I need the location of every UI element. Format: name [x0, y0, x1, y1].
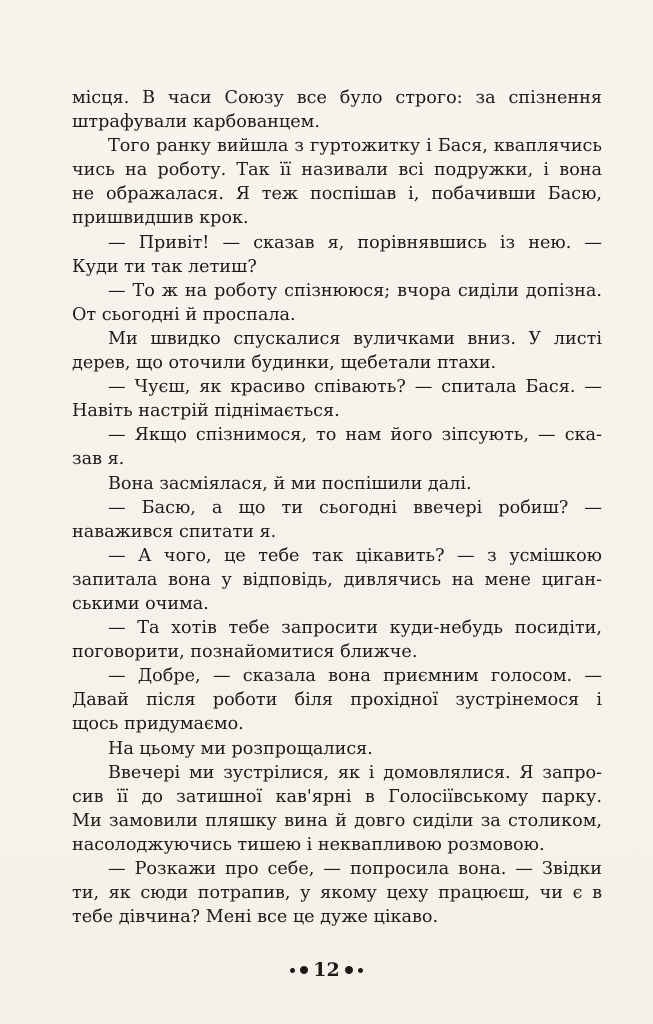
page-number: 12 — [313, 959, 340, 981]
text-line: На цьому ми розпрощалися. — [108, 738, 373, 759]
text-line: — Привіт! — сказав я, порівнявшись із нею. — — [108, 232, 602, 253]
text-line: Ввечері ми зустрілися, як і домовлялися. Я запро- — [108, 762, 602, 783]
text-line: Куди ти так летиш? — [72, 256, 257, 277]
text-line: Вона засміялася, й ми поспішили далі. — [108, 473, 472, 494]
text-line: насолоджуючись тишею і неквапливою розмовою. — [72, 834, 545, 855]
text-line: Ми замовили пляшку вина й довго сиділи за столиком, — [72, 810, 602, 831]
ornament-dot-icon — [290, 968, 295, 973]
text-line: От сьогодні й проспала. — [72, 304, 296, 325]
text-line: штрафували карбованцем. — [72, 112, 320, 133]
text-line: — Чуєш, як красиво співають? — спитала Бася. — — [108, 377, 602, 398]
text-line: чись на роботу. Так її називали всі подружки, і вона — [72, 160, 602, 181]
text-line: пришвидшив крок. — [72, 208, 249, 229]
text-line: сив її до затишної кав'ярні в Голосіївському парку. — [72, 786, 602, 807]
text-line: Ми швидко спускалися вуличками вниз. У листі — [108, 328, 602, 349]
text-line: дерев, що оточили будинки, щебетали птахи. — [72, 353, 497, 374]
text-line: наважився спитати я. — [72, 521, 277, 542]
text-line: — То ж на роботу спізнююся; вчора сиділи допізна. — [108, 280, 602, 301]
text-line: Того ранку вийшла з гуртожитку і Бася, кваплячись — [108, 136, 602, 157]
text-line: тебе дівчина? Мені все це дуже цікаво. — [72, 907, 439, 928]
text-line: — Якщо спізнимося, то нам його зіпсують, — ска- — [108, 425, 602, 446]
text-line: ськими очима. — [72, 593, 209, 614]
text-line: Давай після роботи біля прохідної зустрінемося і — [72, 690, 602, 711]
body-text — [72, 86, 602, 929]
ornament-dot-icon — [358, 968, 363, 973]
text-line: запитала вона у відповідь, дивлячись на мене циган- — [72, 569, 602, 590]
text-line: — Басю, а що ти сьогодні ввечері робиш? — — [108, 497, 602, 518]
ornament-dot-icon — [345, 966, 353, 974]
ornament-dot-icon — [300, 966, 308, 974]
text-line: — Добре, — сказала вона приємним голосом. — — [108, 666, 602, 687]
text-line: Навіть настрій піднімається. — [72, 401, 340, 422]
text-line: — А чого, це тебе так цікавить? — з усмішкою — [108, 545, 602, 566]
text-line: не ображалася. Я теж поспішав і, побачивши Басю, — [72, 184, 602, 205]
text-line: ти, як сюди потрапив, у якому цеху працюєш, чи є в — [72, 883, 602, 904]
text-line: місця. В часи Союзу все було строго: за спізнення — [72, 88, 602, 108]
text-line: поговорити, познайомитися ближче. — [72, 642, 418, 663]
text-line: зав я. — [72, 449, 125, 470]
page-number-footer — [0, 958, 653, 981]
text-line: — Та хотів тебе запросити куди-небудь посидіти, — [108, 618, 602, 639]
text-line: — Розкажи про себе, — попросила вона. — Звідки — [108, 859, 602, 879]
text-line: щось придумаємо. — [72, 714, 244, 735]
